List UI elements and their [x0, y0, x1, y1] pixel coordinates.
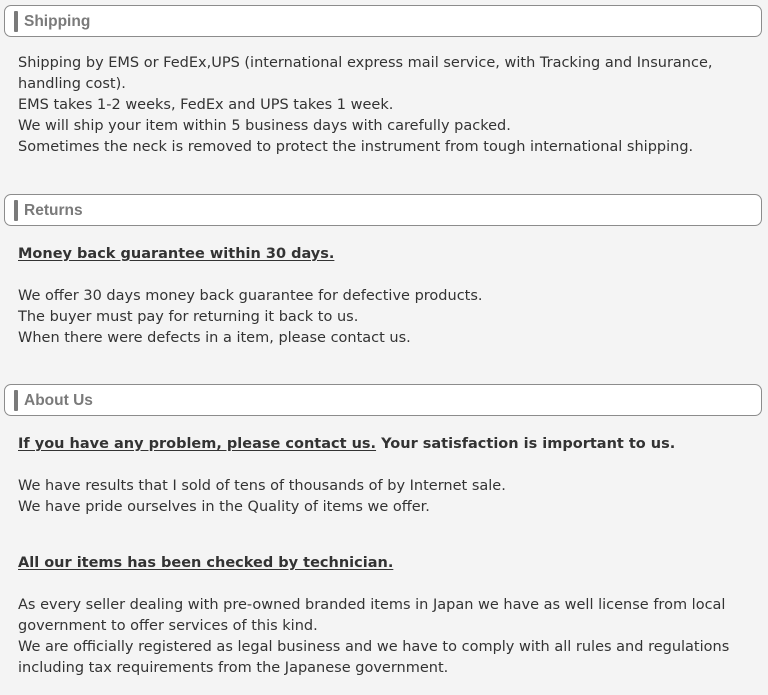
about-headline — [18, 434, 753, 455]
shipping-header — [4, 5, 762, 37]
technician-headline: All our items has been checked by technician. — [18, 555, 394, 571]
returns-line: The buyer must pay for returning it back to us. — [18, 309, 359, 325]
about-line: We have results that I sold of tens of thousands of by Internet sale. — [18, 478, 506, 494]
returns-headline — [18, 244, 753, 265]
about-header — [4, 384, 762, 416]
about-line: As every seller dealing with pre-owned branded items in Japan we have as well license from local government to offer services of this kind. — [18, 597, 726, 634]
contact-us-link[interactable]: If you have any problem, please contact us. — [18, 436, 377, 452]
satisfaction-text: Your satisfaction is important to us. — [381, 436, 676, 452]
header-accent-bar — [14, 200, 18, 221]
about-line: We are officially registered as legal business and we have to comply with all rules and regulations including tax requirements from the Japanese government. — [18, 639, 730, 676]
about-line: We have pride ourselves in the Quality of items we offer. — [18, 499, 430, 515]
header-accent-bar — [14, 390, 18, 411]
returns-line: When there were defects in a item, please contact us. — [18, 330, 411, 346]
money-back-headline: Money back guarantee within 30 days. — [18, 246, 335, 262]
shipping-line: EMS takes 1-2 weeks, FedEx and UPS takes 1 week. — [18, 97, 394, 113]
returns-content — [18, 286, 753, 349]
shipping-line: We will ship your item within 5 business days with carefully packed. — [18, 118, 511, 134]
about-content — [18, 476, 753, 518]
shipping-title: Shipping — [24, 13, 91, 30]
shipping-content — [18, 53, 753, 158]
returns-line: We offer 30 days money back guarantee for defective products. — [18, 288, 483, 304]
about-content-2 — [18, 595, 753, 679]
technician-headline-block — [18, 553, 753, 574]
header-accent-bar — [14, 11, 18, 32]
shipping-line: Shipping by EMS or FedEx,UPS (international express mail service, with Tracking and Insurance, handling cost). — [18, 55, 713, 92]
returns-header — [4, 194, 762, 226]
returns-title: Returns — [24, 202, 83, 219]
about-title: About Us — [24, 392, 93, 409]
shipping-line: Sometimes the neck is removed to protect the instrument from tough international shipping. — [18, 139, 694, 155]
